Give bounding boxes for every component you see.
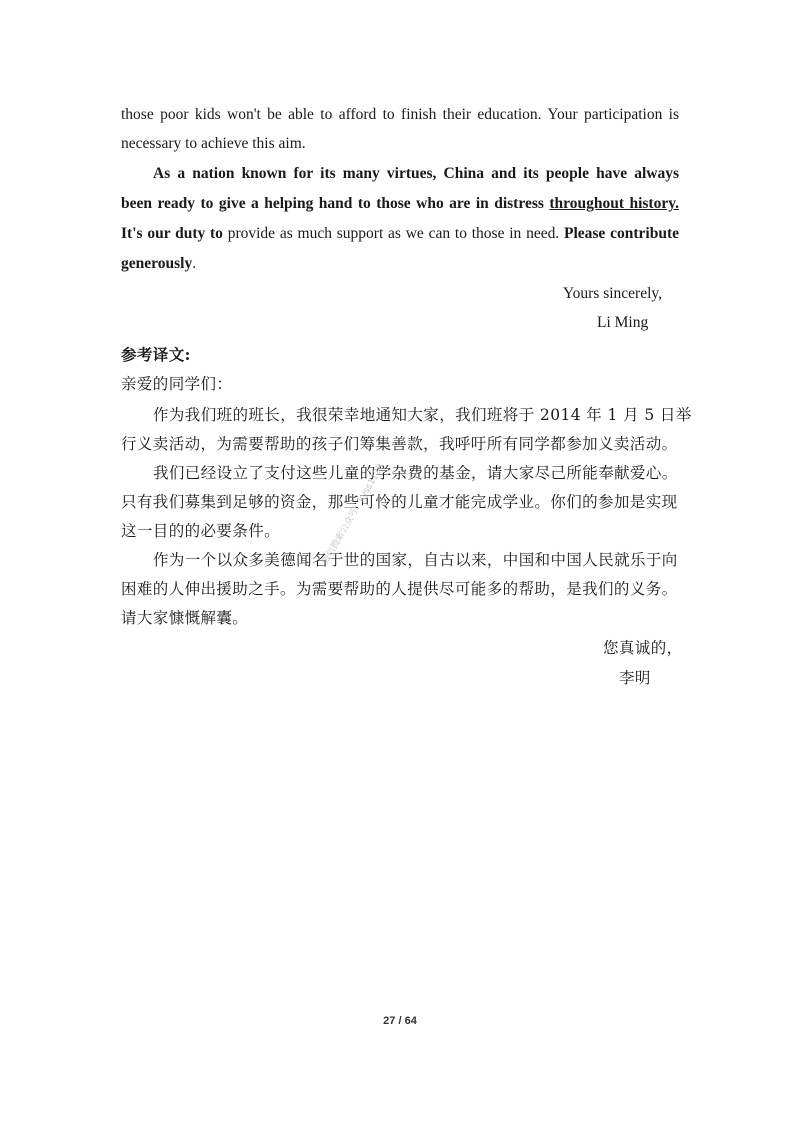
text-run: . (192, 255, 197, 272)
page-number (0, 1015, 800, 1027)
signature: 李明 (619, 669, 651, 687)
closing-phrase: 您真诚的， (603, 639, 683, 657)
paragraph-line: 我们已经设立了支付这些儿童的学杂费的基金，请大家尽己所能奉献爱心。 (153, 464, 678, 482)
text-run: generously (121, 255, 193, 272)
paragraph-line: 这一目的的必要条件。 (121, 522, 281, 540)
text-run: provide as much support as we can to those in need. (222, 225, 564, 242)
paragraph-line: 作为一个以众多美德闻名于世的国家，自古以来，中国和中国人民就乐于向 (153, 551, 678, 569)
text-run: Please contribute (564, 225, 679, 242)
paragraph-line (121, 195, 679, 213)
paragraph-line: 请大家慷慨解囊。 (121, 609, 249, 627)
page-separator: / (398, 1015, 402, 1027)
closing-phrase: Yours sincerely, (563, 285, 663, 302)
paragraph-line: As a nation known for its many virtues, China and its people have always (153, 165, 679, 182)
paragraph-line: 作为我们班的班长，我很荣幸地通知大家，我们班将于 2014 年 1 月 5 日举 (153, 406, 692, 424)
paragraph-line: 行义卖活动，为需要帮助的孩子们筹集善款，我呼吁所有同学都参加义卖活动。 (121, 435, 678, 453)
watermark: 微信搜索公众号：kyss1128 (320, 462, 387, 567)
paragraph-line: those poor kids won't be able to afford to finish their education. Your participation is (121, 106, 679, 123)
paragraph-line (121, 255, 679, 273)
page-total: 64 (404, 1015, 417, 1027)
paragraph-line: 只有我们募集到足够的资金，那些可怜的儿童才能完成学业。你们的参加是实现 (121, 493, 678, 511)
text-run: been ready to give a helping hand to those who are in distress (121, 195, 550, 212)
page-current: 27 (383, 1015, 396, 1027)
paragraph-line: 困难的人伸出援助之手。为需要帮助的人提供尽可能多的帮助，是我们的义务。 (121, 580, 678, 598)
signature: Li Ming (597, 314, 649, 331)
paragraph-line: necessary to achieve this aim. (121, 135, 306, 152)
section-heading: 参考译文: (121, 345, 191, 364)
underlined-text: throughout history. (549, 195, 679, 212)
text-run: It's our duty to (121, 225, 223, 242)
paragraph-line (121, 225, 679, 243)
salutation: 亲爱的同学们： (121, 375, 233, 393)
